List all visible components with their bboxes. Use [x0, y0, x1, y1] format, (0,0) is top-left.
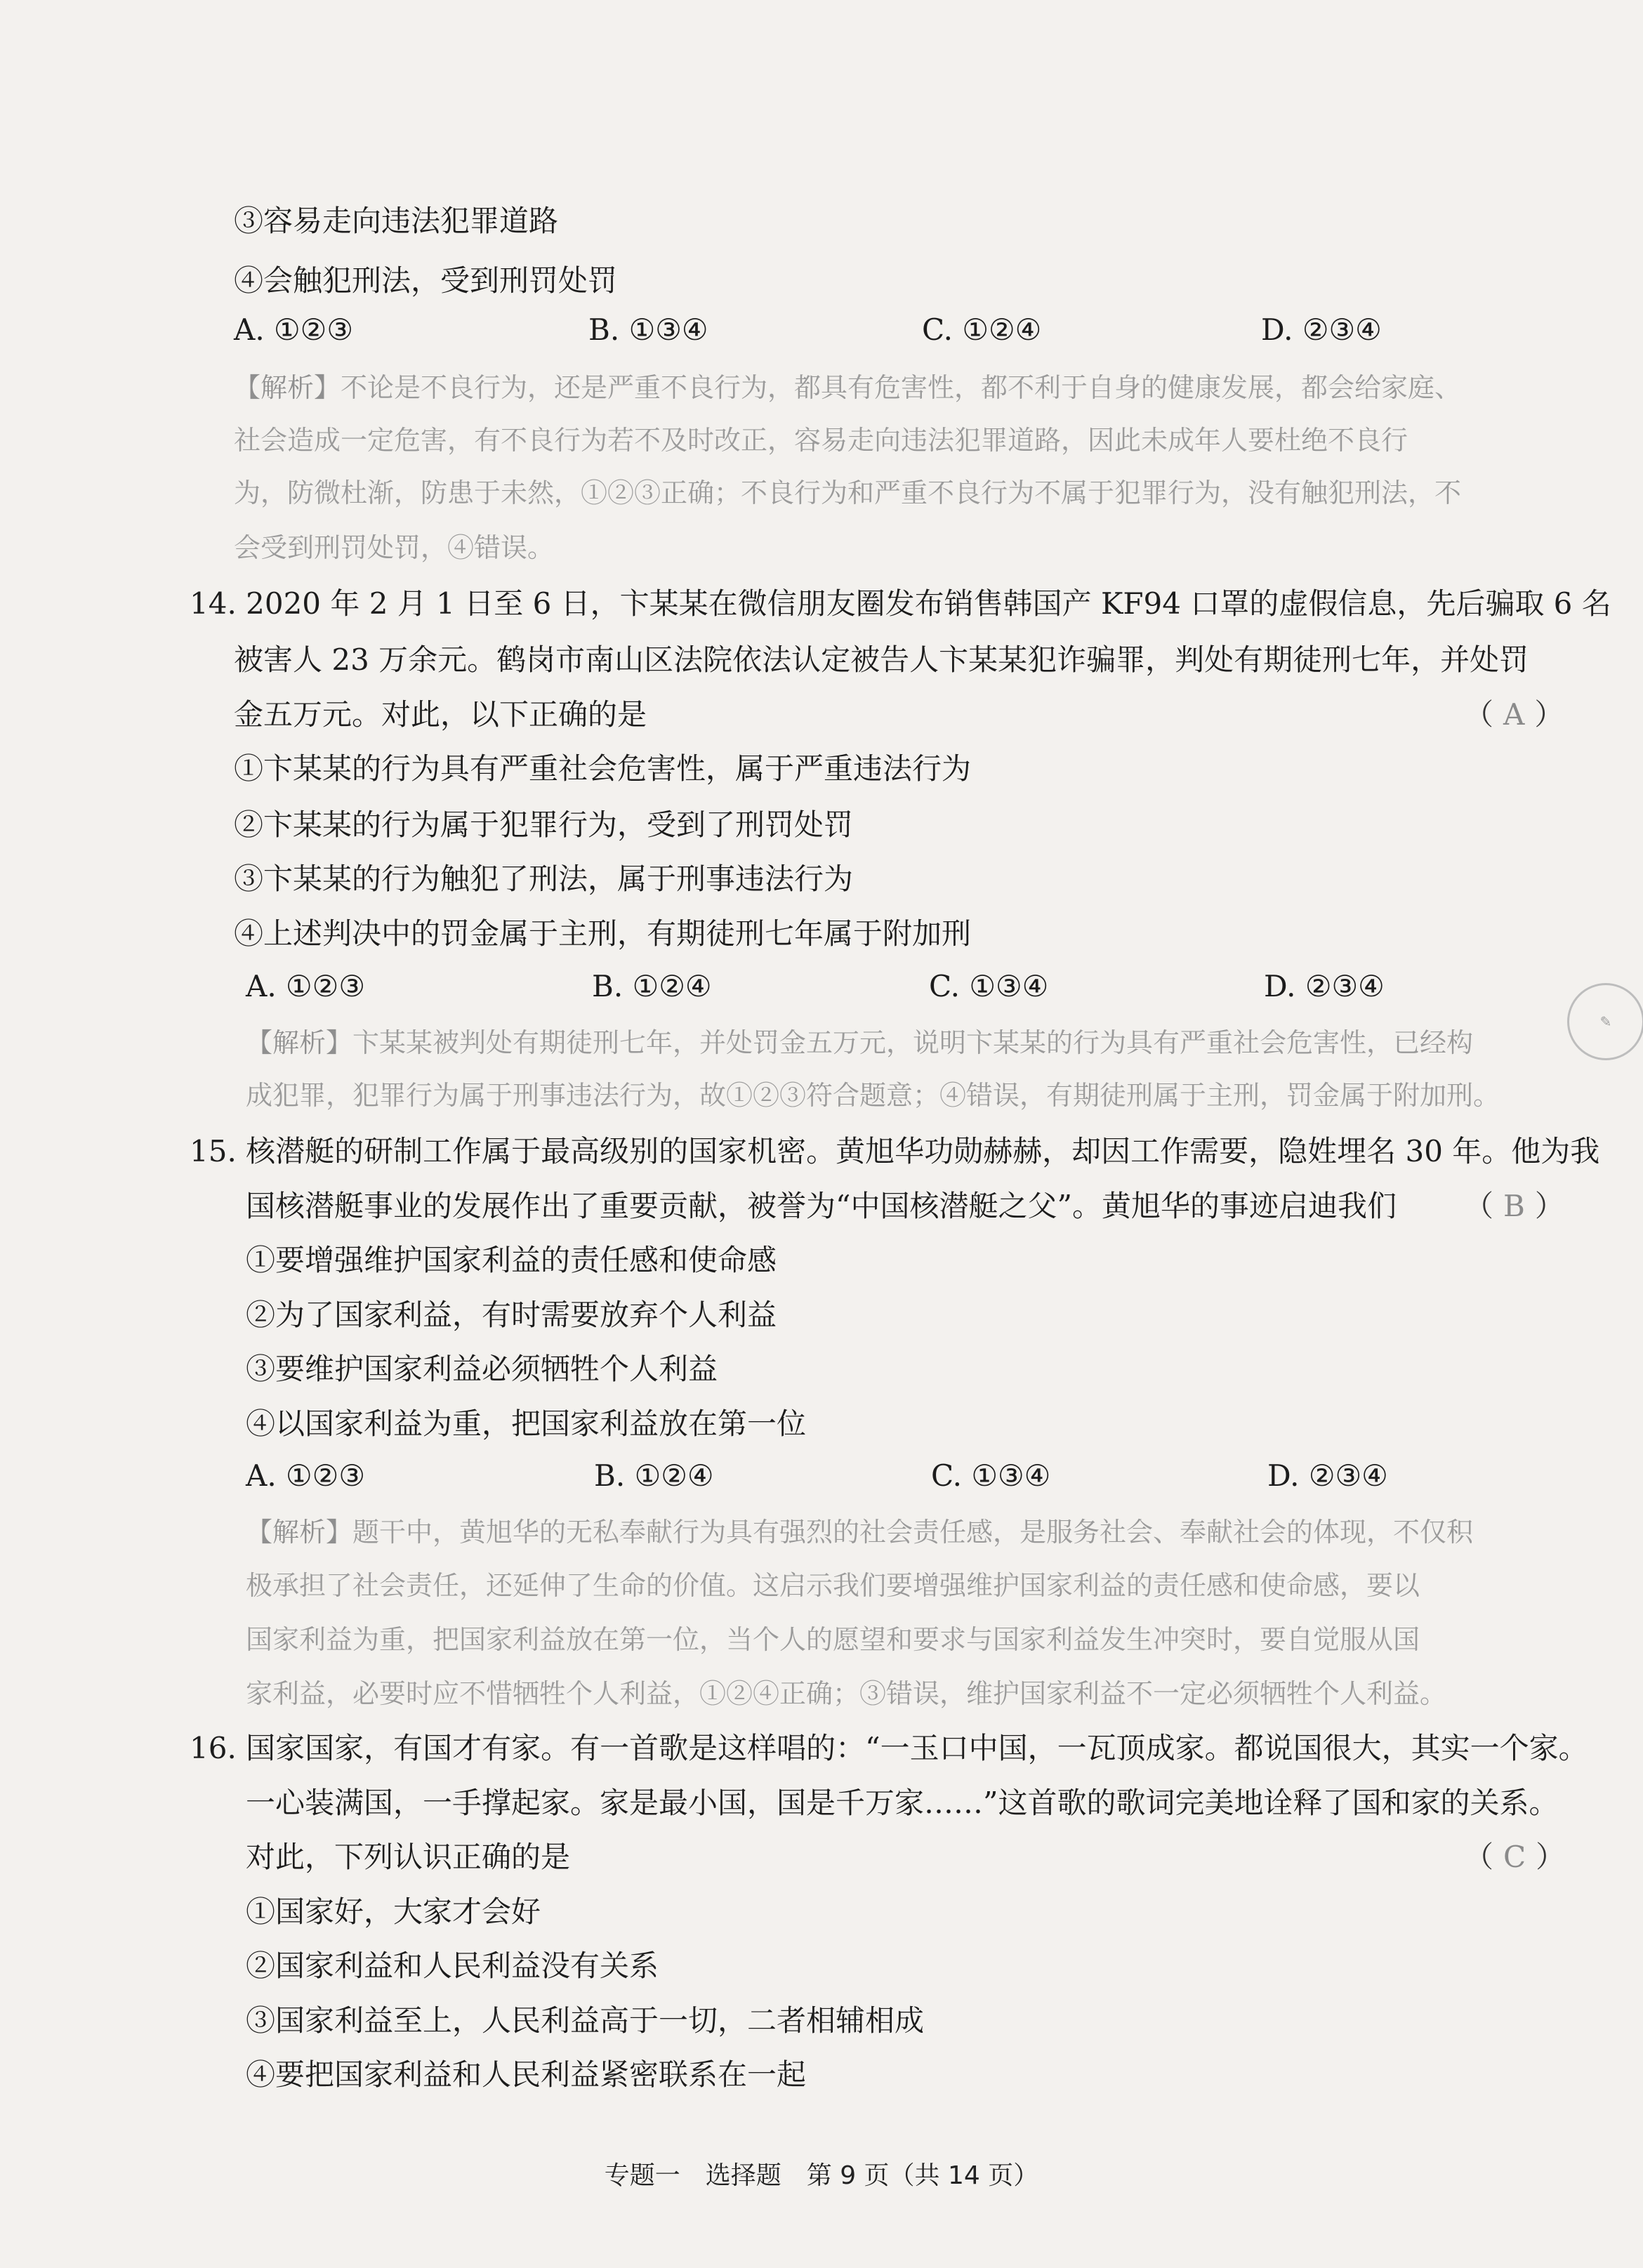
- page-footer: 专题一 选择题 第 9 页（共 14 页）: [604, 2161, 1039, 2190]
- q13-choice-c: C. ①②④: [922, 312, 1042, 347]
- q16-answer-bracket: （ C ）: [1464, 1840, 1566, 1874]
- q15-analysis-line-4: 家利益，必要时应不惜牺牲个人利益，①②④正确；③错误，维护国家利益不一定必须牺牲个人利益。: [246, 1678, 1447, 1709]
- analysis-tag: 【解析】: [234, 372, 341, 403]
- q13-analysis-line-2: 社会造成一定危害，有不良行为若不及时改正，容易走向违法犯罪道路，因此未成年人要杜绝不良行: [234, 425, 1408, 456]
- q14-analysis-line-2: 成犯罪，犯罪行为属于刑事违法行为，故①②③符合题意；④错误，有期徒刑属于主刑，罚金属于附加刑。: [246, 1080, 1500, 1111]
- q16-option-2: ②国家利益和人民利益没有关系: [246, 1949, 659, 1983]
- q15-choice-c: C. ①③④: [931, 1458, 1051, 1493]
- q14-stem-line-2: 被害人 23 万余元。鹤岗市南山区法院依法认定被告人卞某某犯诈骗罪，判处有期徒刑七年，并处罚: [234, 642, 1529, 677]
- q13-choice-a: A. ①②③: [234, 312, 353, 347]
- q16-option-1: ①国家好，大家才会好: [246, 1894, 541, 1929]
- q16-stem-line-1: 16. 国家国家，有国才有家。有一首歌是这样唱的：“一玉口中国，一瓦顶成家。都说国很大，其实一个家。: [190, 1731, 1588, 1765]
- q15-analysis-line-3: 国家利益为重，把国家利益放在第一位，当个人的愿望和要求与国家利益发生冲突时，要自觉服从国: [246, 1624, 1420, 1655]
- q16-stem-line-2: 一心装满国，一手撑起家。家是最小国，国是千万家……”这首歌的歌词完美地诠释了国和家的关系。: [246, 1786, 1559, 1820]
- q13-analysis-line-3: 为，防微杜渐，防患于未然，①②③正确；不良行为和严重不良行为不属于犯罪行为，没有触犯刑法，不: [234, 477, 1462, 508]
- q14-choice-a: A. ①②③: [246, 969, 365, 1003]
- q15-choice-a: A. ①②③: [246, 1458, 365, 1493]
- q14-analysis-line-1: 【解析】卞某某被判处有期徒刑七年，并处罚金五万元，说明卞某某的行为具有严重社会危害性，已经构: [246, 1027, 1474, 1058]
- q14-option-3: ③卞某某的行为触犯了刑法，属于刑事违法行为: [234, 862, 854, 896]
- q15-option-4: ④以国家利益为重，把国家利益放在第一位: [246, 1406, 807, 1441]
- q16-option-4: ④要把国家利益和人民利益紧密联系在一起: [246, 2057, 807, 2092]
- q15-choice-b: B. ①②④: [594, 1458, 714, 1493]
- q13-option-3: ③容易走向违法犯罪道路: [234, 204, 559, 238]
- q16-option-3: ③国家利益至上，人民利益高于一切，二者相辅相成: [246, 2003, 925, 2038]
- q15-answer-bracket: （ B ）: [1464, 1189, 1564, 1223]
- q14-choice-c: C. ①③④: [929, 969, 1049, 1003]
- q14-answer: A: [1503, 697, 1525, 732]
- q13-option-4: ④会触犯刑法，受到刑罚处罚: [234, 263, 618, 298]
- q15-choice-d: D. ②③④: [1267, 1458, 1388, 1493]
- q14-option-2: ②卞某某的行为属于犯罪行为，受到了刑罚处罚: [234, 807, 854, 842]
- q14-choice-d: D. ②③④: [1264, 969, 1385, 1003]
- q14-answer-bracket: （ A ）: [1464, 697, 1564, 732]
- analysis-tag: 【解析】: [246, 1027, 353, 1058]
- q13-analysis-line-4: 会受到刑罚处罚，④错误。: [234, 532, 555, 563]
- q15-stem-line-2: 国核潜艇事业的发展作出了重要贡献，被誉为“中国核潜艇之父”。黄旭华的事迹启迪我们: [246, 1189, 1397, 1223]
- q15-option-2: ②为了国家利益，有时需要放弃个人利益: [246, 1298, 777, 1332]
- q15-stem-line-1: 15. 核潜艇的研制工作属于最高级别的国家机密。黄旭华功勋赫赫，却因工作需要，隐姓埋名 30 年。他为我: [190, 1134, 1600, 1168]
- q13-choice-b: B. ①③④: [588, 312, 708, 347]
- q14-choice-b: B. ①②④: [592, 969, 712, 1003]
- q16-answer: C: [1503, 1840, 1526, 1874]
- stamp-icon: ✎: [1567, 983, 1643, 1060]
- q13-choice-d: D. ②③④: [1261, 312, 1382, 347]
- q14-stem-line-3: 金五万元。对此，以下正确的是: [234, 697, 647, 732]
- q16-stem-line-3: 对此，下列认识正确的是: [246, 1840, 571, 1874]
- q15-option-1: ①要增强维护国家利益的责任感和使命感: [246, 1243, 777, 1277]
- q14-stem-line-1: 14. 2020 年 2 月 1 日至 6 日，卞某某在微信朋友圈发布销售韩国产 KF94 口罩的虚假信息，先后骗取 6 名: [190, 586, 1611, 621]
- analysis-tag: 【解析】: [246, 1517, 353, 1548]
- q14-option-4: ④上述判决中的罚金属于主刑，有期徒刑七年属于附加刑: [234, 916, 972, 951]
- q15-analysis-line-2: 极承担了社会责任，还延伸了生命的价值。这启示我们要增强维护国家利益的责任感和使命感，要以: [246, 1570, 1420, 1601]
- q15-option-3: ③要维护国家利益必须牺牲个人利益: [246, 1352, 718, 1386]
- q15-analysis-line-1: 【解析】题干中，黄旭华的无私奉献行为具有强烈的社会责任感，是服务社会、奉献社会的体现，不仅积: [246, 1517, 1474, 1548]
- q13-analysis-line-1: 【解析】不论是不良行为，还是严重不良行为，都具有危害性，都不利于自身的健康发展，都会给家庭、: [234, 372, 1462, 403]
- q14-option-1: ①卞某某的行为具有严重社会危害性，属于严重违法行为: [234, 751, 972, 786]
- q15-answer: B: [1503, 1189, 1525, 1223]
